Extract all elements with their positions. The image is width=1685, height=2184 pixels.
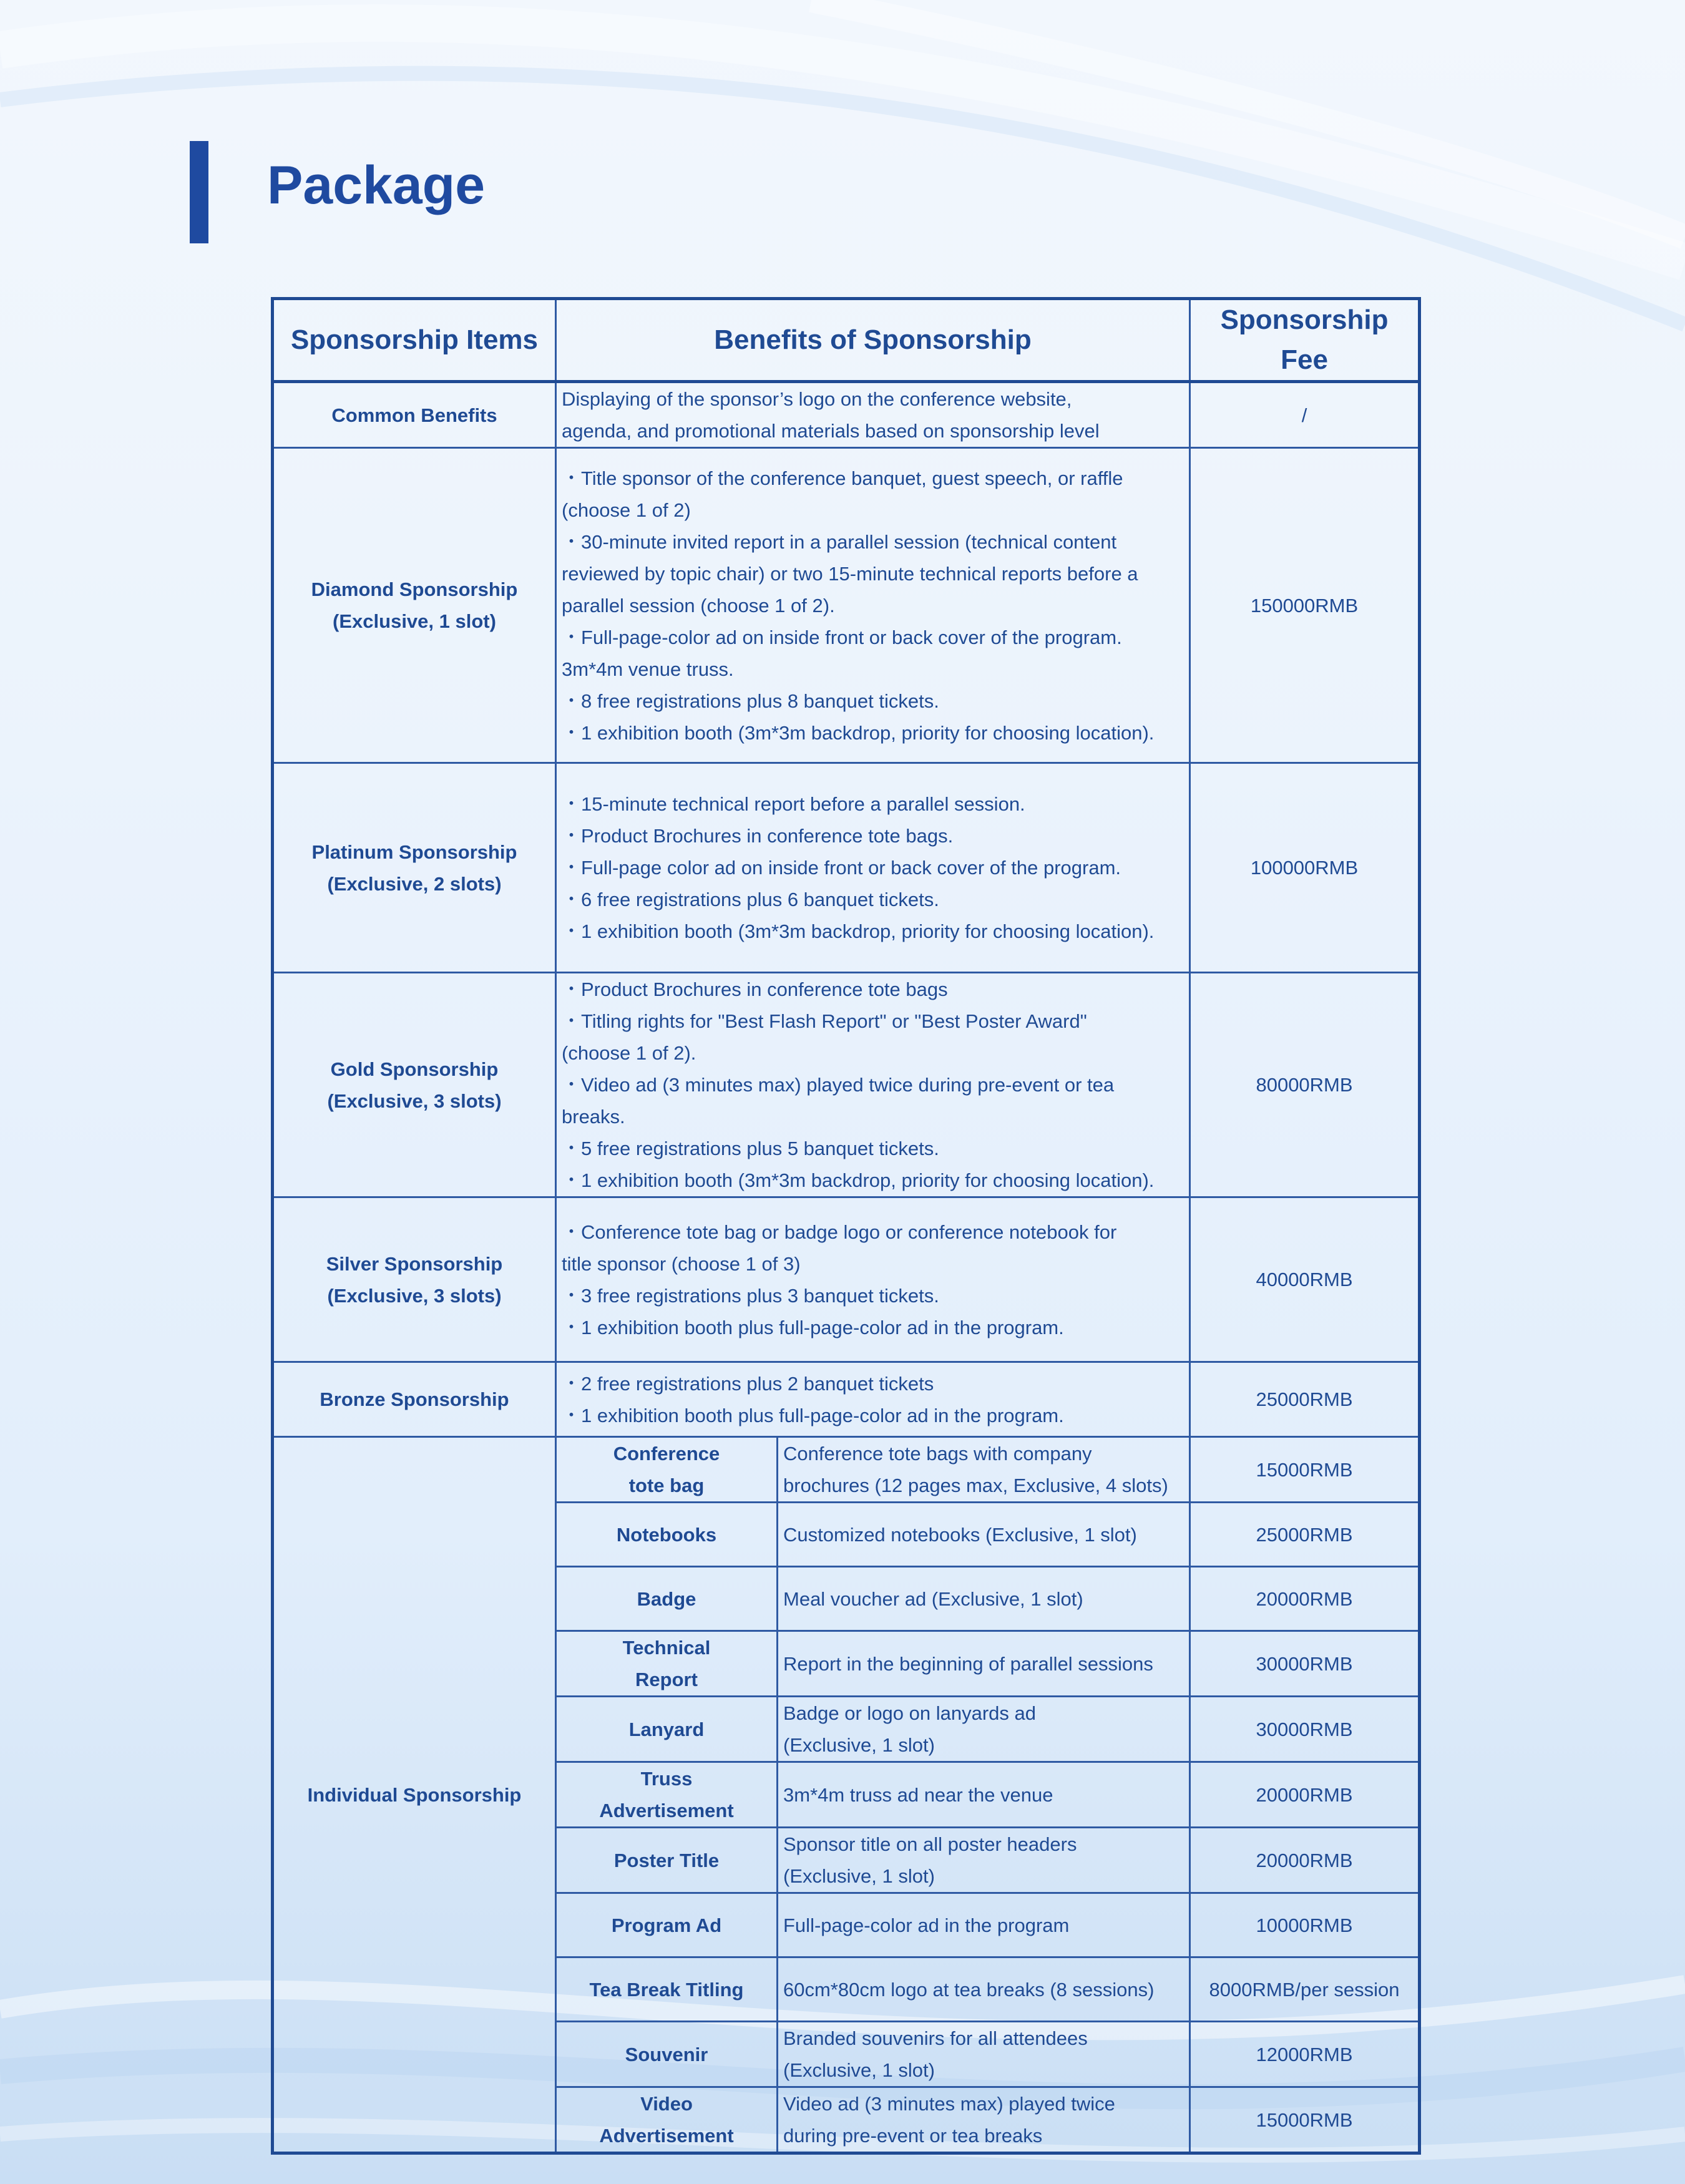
individual-item-description [778, 1567, 1190, 1631]
individual-item-name [556, 1697, 778, 1762]
benefit-line: ・6 free registrations plus 6 banquet tickets. [562, 889, 939, 910]
item-name-line: Technical [622, 1637, 711, 1659]
tier-benefits [556, 973, 1190, 1197]
tier-name-line: Gold Sponsorship [330, 1058, 499, 1080]
tier-name [273, 973, 556, 1197]
item-name-line: Advertisement [599, 2125, 734, 2147]
tier-row-common-benefits [273, 382, 1420, 448]
individual-item-name [556, 1828, 778, 1893]
item-description-line: Conference tote bags with company [783, 1443, 1092, 1465]
benefit-line: ・3 free registrations plus 3 banquet tickets. [562, 1284, 939, 1307]
individual-item-description [778, 1631, 1190, 1697]
item-description-line: Full-page-color ad in the program [783, 1914, 1070, 1936]
item-description-line: 60cm*80cm logo at tea breaks (8 sessions) [783, 1978, 1155, 2001]
benefit-line: ・1 exhibition booth plus full-page-color ad in the program. [562, 1404, 1064, 1426]
benefit-line: ・Video ad (3 minutes max) played twice during pre-event or tea [562, 1074, 1115, 1096]
tier-name-line: Silver Sponsorship [326, 1252, 503, 1275]
benefit-line: ・1 exhibition booth plus full-page-color ad in the program. [562, 1316, 1064, 1338]
benefit-line: parallel session (choose 1 of 2). [562, 594, 835, 617]
benefit-line: (choose 1 of 2). [562, 1042, 696, 1064]
individual-item-fee: 8000RMB/per session [1190, 1957, 1420, 2022]
benefit-line: ・Product Brochures in conference tote bags [562, 978, 948, 1000]
benefit-line: breaks. [562, 1106, 625, 1128]
benefit-line: 3m*4m venue truss. [562, 658, 734, 680]
benefit-line: ・8 free registrations plus 8 banquet tickets. [562, 690, 939, 712]
item-name-line: Program Ad [611, 1914, 722, 1936]
item-name-line: Notebooks [616, 1523, 717, 1546]
item-name-line: Advertisement [599, 1800, 734, 1821]
tier-name [273, 763, 556, 973]
individual-item-fee: 20000RMB [1190, 1762, 1420, 1828]
item-description-line: (Exclusive, 1 slot) [783, 1865, 935, 1887]
individual-item-name [556, 1437, 778, 1503]
tier-name-line: (Exclusive, 2 slots) [327, 872, 502, 895]
item-name-line: Souvenir [625, 2043, 708, 2065]
individual-item-fee: 12000RMB [1190, 2022, 1420, 2087]
tier-name-line: Diamond Sponsorship [311, 578, 518, 600]
item-description-line: during pre-event or tea breaks [783, 2125, 1043, 2147]
individual-item-description [778, 1762, 1190, 1828]
individual-item-fee: 15000RMB [1190, 1437, 1420, 1503]
item-name-line: Poster Title [613, 1849, 720, 1871]
item-name-line: Badge [637, 1587, 696, 1610]
individual-item-fee: 10000RMB [1190, 1893, 1420, 1957]
tier-fee: 150000RMB [1190, 448, 1420, 763]
individual-sponsorship-label: Individual Sponsorship [273, 1437, 556, 2153]
item-description-line: Badge or logo on lanyards ad [783, 1702, 1037, 1724]
benefit-line: ・Titling rights for "Best Flash Report" or "Best Poster Award" [562, 1010, 1087, 1032]
individual-item-description [778, 1828, 1190, 1893]
tier-row-gold-sponsorship [273, 973, 1420, 1197]
tier-row-silver-sponsorship [273, 1197, 1420, 1362]
item-description-line: Meal voucher ad (Exclusive, 1 slot) [783, 1587, 1083, 1610]
individual-item-description [778, 1893, 1190, 1957]
individual-item-row [273, 1437, 1420, 1503]
benefit-line: ・15-minute technical report before a parallel session. [562, 793, 1025, 815]
individual-item-name [556, 1762, 778, 1828]
individual-item-fee: 25000RMB [1190, 1503, 1420, 1567]
item-description-line: 3m*4m truss ad near the venue [783, 1783, 1053, 1806]
header-sponsorship-fee: Sponsorship Fee [1190, 299, 1420, 382]
benefit-line: ・Title sponsor of the conference banquet, guest speech, or raffle [562, 467, 1123, 489]
tier-name [273, 448, 556, 763]
header-sponsorship-items: Sponsorship Items [273, 299, 556, 382]
individual-item-description [778, 2022, 1190, 2087]
benefit-line: ・1 exhibition booth (3m*3m backdrop, priority for choosing location). [562, 721, 1155, 744]
item-description-line: (Exclusive, 1 slot) [783, 2059, 935, 2081]
item-description-line: Customized notebooks (Exclusive, 1 slot) [783, 1523, 1137, 1546]
tier-benefits [556, 763, 1190, 973]
benefit-line: ・Full-page-color ad on inside front or back cover of the program. [562, 626, 1122, 648]
item-description-line: brochures (12 pages max, Exclusive, 4 slots) [783, 1475, 1168, 1496]
individual-item-fee: 20000RMB [1190, 1828, 1420, 1893]
individual-item-name [556, 1567, 778, 1631]
title-accent-bar [190, 141, 208, 243]
individual-item-description [778, 1503, 1190, 1567]
item-name-line: Conference [613, 1443, 720, 1465]
item-name-line: Tea Break Titling [589, 1978, 744, 2001]
benefit-line: reviewed by topic chair) or two 15-minute technical reports before a [562, 562, 1138, 585]
item-name-line: Lanyard [628, 1718, 705, 1740]
tier-name-line: Bronze Sponsorship [320, 1388, 509, 1410]
tier-fee: 25000RMB [1190, 1362, 1420, 1437]
item-name-line: Truss [640, 1768, 693, 1790]
tier-row-bronze-sponsorship [273, 1362, 1420, 1437]
tier-name-line: (Exclusive, 1 slot) [333, 610, 496, 632]
individual-item-description [778, 1697, 1190, 1762]
item-description-line: Branded souvenirs for all attendees [783, 2027, 1088, 2049]
tier-row-platinum-sponsorship [273, 763, 1420, 973]
individual-item-name [556, 1631, 778, 1697]
benefit-line: agenda, and promotional materials based on sponsorship level [562, 420, 1100, 442]
benefit-line: ・30-minute invited report in a parallel session (technical content [562, 530, 1117, 553]
tier-row-diamond-sponsorship [273, 448, 1420, 763]
item-description-line: Video ad (3 minutes max) played twice [783, 2093, 1115, 2115]
benefit-line: title sponsor (choose 1 of 3) [562, 1252, 801, 1275]
tier-fee: / [1190, 382, 1420, 448]
individual-item-name [556, 2087, 778, 2153]
tier-name-line: Common Benefits [331, 404, 497, 426]
item-name-line: tote bag [628, 1475, 705, 1496]
item-description-line: Sponsor title on all poster headers [783, 1833, 1077, 1855]
benefit-line: (choose 1 of 2) [562, 499, 691, 521]
individual-item-name [556, 1957, 778, 2022]
benefit-line: ・1 exhibition booth (3m*3m backdrop, priority for choosing location). [562, 1169, 1155, 1191]
item-description-line: Report in the beginning of parallel sessions [783, 1652, 1153, 1675]
individual-item-fee: 20000RMB [1190, 1567, 1420, 1631]
tier-name-line: (Exclusive, 3 slots) [327, 1090, 502, 1112]
individual-item-description [778, 1437, 1190, 1503]
individual-item-description [778, 2087, 1190, 2153]
tier-benefits [556, 448, 1190, 763]
page-title: Package [267, 155, 486, 215]
individual-item-description [778, 1957, 1190, 2022]
individual-item-name [556, 2022, 778, 2087]
individual-item-name [556, 1503, 778, 1567]
benefit-line: Displaying of the sponsor’s logo on the conference website, [562, 388, 1072, 410]
tier-name [273, 382, 556, 448]
item-name-line: Report [635, 1669, 698, 1690]
table-header-row [273, 299, 1420, 382]
tier-name [273, 1197, 556, 1362]
individual-item-name [556, 1893, 778, 1957]
tier-name-line: Platinum Sponsorship [311, 841, 517, 863]
benefit-line: ・Conference tote bag or badge logo or conference notebook for [562, 1221, 1117, 1243]
individual-item-fee: 30000RMB [1190, 1631, 1420, 1697]
tier-benefits [556, 1362, 1190, 1437]
item-name-line: Video [640, 2093, 693, 2115]
tier-name-line: (Exclusive, 3 slots) [327, 1284, 502, 1307]
benefit-line: ・5 free registrations plus 5 banquet tickets. [562, 1138, 939, 1159]
tier-fee: 100000RMB [1190, 763, 1420, 973]
item-description-line: (Exclusive, 1 slot) [783, 1734, 935, 1756]
tier-fee: 80000RMB [1190, 973, 1420, 1197]
tier-benefits [556, 382, 1190, 448]
individual-item-fee: 15000RMB [1190, 2087, 1420, 2153]
benefit-line: ・Full-page color ad on inside front or back cover of the program. [562, 857, 1121, 879]
tier-benefits [556, 1197, 1190, 1362]
benefit-line: ・1 exhibition booth (3m*3m backdrop, priority for choosing location). [562, 920, 1155, 942]
individual-item-fee: 30000RMB [1190, 1697, 1420, 1762]
benefit-line: ・2 free registrations plus 2 banquet tickets [562, 1372, 934, 1395]
benefit-line: ・Product Brochures in conference tote bags. [562, 825, 954, 847]
tier-name [273, 1362, 556, 1437]
tier-fee: 40000RMB [1190, 1197, 1420, 1362]
header-benefits: Benefits of Sponsorship [556, 299, 1190, 382]
sponsorship-package-table [271, 297, 1421, 2155]
